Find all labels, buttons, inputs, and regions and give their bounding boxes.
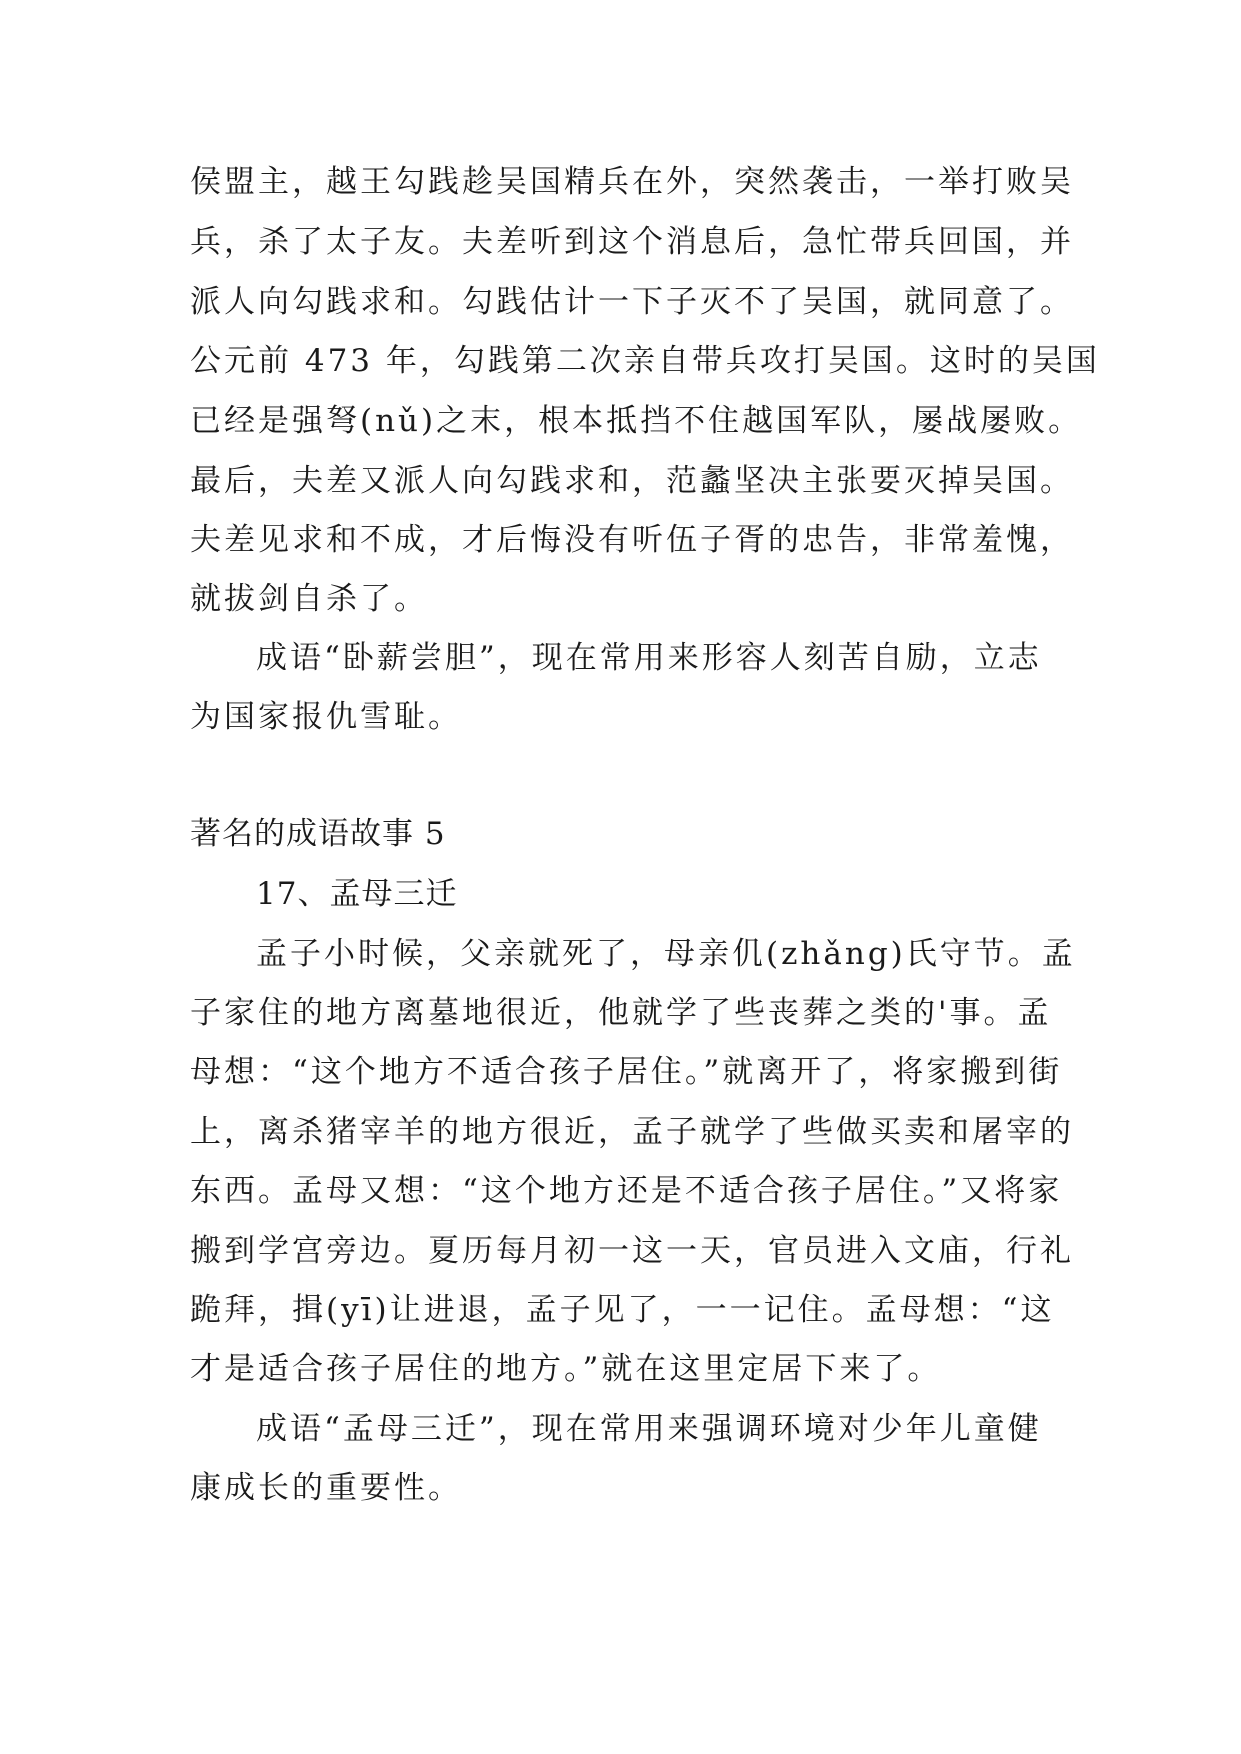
paragraph-line: 跪拜，揖(yī)让进退，孟子见了，一一记住。孟母想：“这 [190,1292,1055,1328]
paragraph-line: 侯盟主，越王勾践趁吴国精兵在外，突然袭击，一举打败吴 [190,164,1074,200]
paragraph-line: 子家住的地方离墓地很近，他就学了些丧葬之类的'事。孟 [190,995,1052,1031]
paragraph-line: 公元前 473 年，勾践第二次亲自带兵攻打吴国。这时的吴国 [190,343,1100,379]
paragraph-line: 母想：“这个地方不适合孩子居住。”就离开了，将家搬到街 [190,1054,1063,1090]
paragraph-line: 孟子小时候，父亲就死了，母亲仉(zhǎng)氏守节。孟 [256,936,1076,972]
idiom-paragraph-line: 成语“孟母三迁”，现在常用来强调环境对少年儿童健 [256,1411,1042,1447]
section-title: 著名的成语故事 5 [190,816,446,852]
paragraph-line: 已经是强弩(nǔ)之末，根本抵挡不住越国军队，屡战屡败。 [190,403,1083,439]
idiom-paragraph-line: 为国家报仇雪耻。 [190,699,462,735]
paragraph-line: 才是适合孩子居住的地方。”就在这里定居下来了。 [190,1351,942,1387]
paragraph-line: 最后，夫差又派人向勾践求和，范蠡坚决主张要灭掉吴国。 [190,463,1074,499]
paragraph-line: 上，离杀猪宰羊的地方很近，孟子就学了些做买卖和屠宰的 [190,1114,1074,1150]
idiom-paragraph-line: 康成长的重要性。 [190,1470,462,1506]
paragraph-line: 夫差见求和不成，才后悔没有听伍子胥的忠告，非常羞愧， [190,522,1074,558]
paragraph-line: 兵，杀了太子友。夫差听到这个消息后，急忙带兵回国，并 [190,224,1074,260]
paragraph-line: 派人向勾践求和。勾践估计一下子灭不了吴国，就同意了。 [190,284,1074,320]
story-title: 17、孟母三迁 [256,876,458,912]
paragraph-line: 就拔剑自杀了。 [190,581,428,617]
paragraph-line: 东西。孟母又想：“这个地方还是不适合孩子居住。”又将家 [190,1173,1063,1209]
idiom-paragraph-line: 成语“卧薪尝胆”，现在常用来形容人刻苦自励，立志 [256,640,1042,676]
paragraph-line: 搬到学宫旁边。夏历每月初一这一天，官员进入文庙，行礼 [190,1233,1074,1269]
